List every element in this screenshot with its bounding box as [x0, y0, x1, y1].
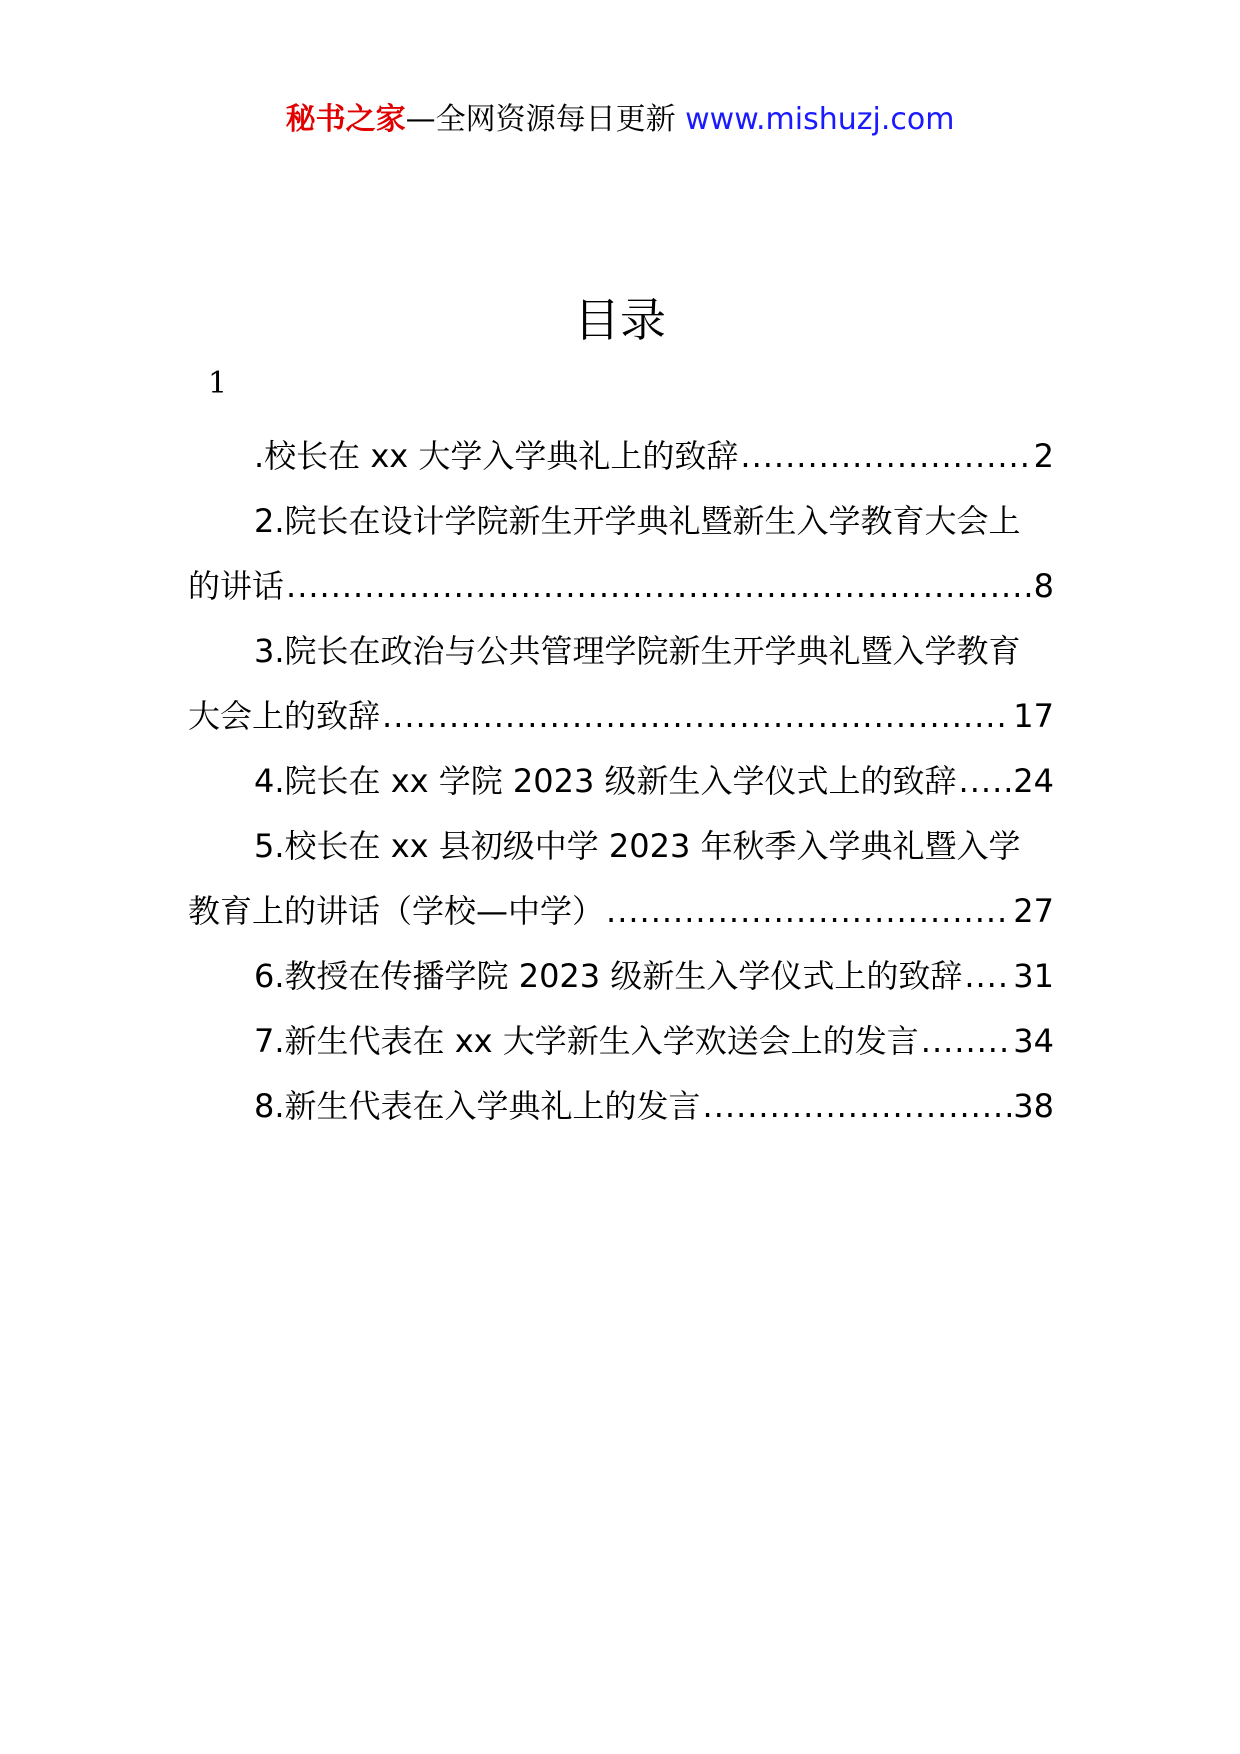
toc-entry-page: 2 — [1033, 437, 1054, 475]
toc-entry-3-line-2[interactable] — [188, 684, 1054, 749]
dot-leader — [921, 1009, 1012, 1074]
site-header — [0, 100, 1240, 140]
dot-leader — [703, 1074, 1012, 1139]
toc-entry-page: 38 — [1013, 1087, 1054, 1125]
toc-entry-8[interactable] — [188, 1074, 1054, 1139]
toc-entry-title-continued: 教育上的讲话（学校—中学） — [188, 892, 605, 930]
slogan: —全网资源每日更新 — [405, 102, 676, 137]
dot-leader — [740, 424, 1031, 489]
table-of-contents — [188, 424, 1054, 1139]
brand-name: 秘书之家 — [285, 102, 406, 137]
dot-leader — [606, 879, 1011, 944]
toc-entry-7[interactable] — [188, 1009, 1054, 1074]
toc-entry-page: 24 — [1013, 762, 1054, 800]
toc-entry-title: 8.新生代表在入学典礼上的发言 — [254, 1087, 701, 1125]
toc-entry-page: 8 — [1033, 567, 1054, 605]
toc-entry-title: 6.教授在传播学院 2023 级新生入学仪式上的致辞 — [254, 957, 963, 995]
page-title: 目录 — [574, 293, 666, 347]
toc-entry-5-line-2[interactable] — [188, 879, 1054, 944]
toc-entry-page: 31 — [1013, 957, 1054, 995]
toc-entry-5-line-1[interactable] — [188, 814, 1054, 879]
toc-entry-title-continued: 大会上的致辞 — [188, 697, 381, 735]
page-number-marker: 1 — [208, 366, 228, 401]
dot-leader — [959, 749, 1012, 814]
toc-entry-2-line-1[interactable] — [188, 489, 1054, 554]
toc-entry-title: 7.新生代表在 xx 大学新生入学欢送会上的发言 — [254, 1022, 919, 1060]
toc-entry-4[interactable] — [188, 749, 1054, 814]
toc-entry-page: 27 — [1013, 892, 1054, 930]
dot-leader — [382, 684, 1011, 749]
toc-entry-3-line-1[interactable] — [188, 619, 1054, 684]
toc-entry-1[interactable] — [188, 424, 1054, 489]
toc-entry-title: 5.校长在 xx 县初级中学 2023 年秋季入学典礼暨入学 — [254, 827, 1021, 865]
toc-entry-title: .校长在 xx 大学入学典礼上的致辞 — [254, 437, 739, 475]
toc-entry-page: 17 — [1013, 697, 1054, 735]
toc-entry-6[interactable] — [188, 944, 1054, 1009]
dot-leader — [964, 944, 1011, 1009]
toc-entry-title: 3.院长在政治与公共管理学院新生开学典礼暨入学教育 — [254, 632, 1021, 670]
site-url-link[interactable]: www.mishuzj.com — [685, 102, 955, 137]
toc-entry-title: 4.院长在 xx 学院 2023 级新生入学仪式上的致辞 — [254, 762, 957, 800]
toc-entry-page: 34 — [1013, 1022, 1054, 1060]
toc-entry-title-continued: 的讲话 — [188, 567, 285, 605]
toc-entry-2-line-2[interactable] — [188, 554, 1054, 619]
toc-entry-title: 2.院长在设计学院新生开学典礼暨新生入学教育大会上 — [254, 502, 1021, 540]
dot-leader — [286, 554, 1032, 619]
